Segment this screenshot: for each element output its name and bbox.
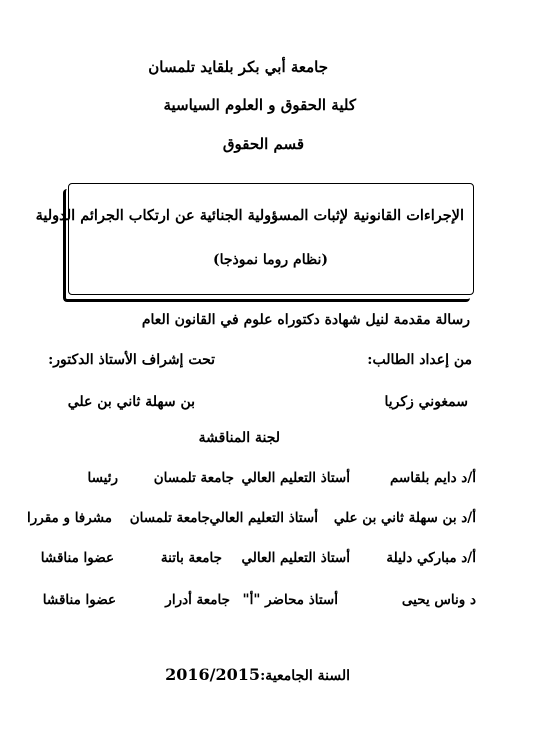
committee-member-name: د وناس يحيى xyxy=(401,592,476,608)
committee-member-rank: أستاذ التعليم العالي xyxy=(241,470,350,486)
committee-member-university: جامعة تلمسان xyxy=(153,470,234,486)
committee-member-university: جامعة تلمسان xyxy=(129,510,210,526)
academic-year-label: السنة الجامعية: xyxy=(260,668,350,684)
committee-member-role: عضوا مناقشا xyxy=(42,592,116,608)
committee-member-rank: أستاذ التعليم العالي xyxy=(209,510,318,526)
committee-member-role: عضوا مناقشا xyxy=(40,550,114,566)
university-name: جامعة أبي بكر بلقايد تلمسان xyxy=(148,58,328,76)
academic-year-value: 2016/2015 xyxy=(165,665,260,684)
committee-member-name: أ/د دايم بلقاسم xyxy=(389,470,476,486)
committee-member-role: مشرفا و مقررا xyxy=(27,510,112,526)
department-name: قسم الحقوق xyxy=(222,135,304,153)
committee-member-rank: أستاذ التعليم العالي xyxy=(241,550,350,566)
committee-member-name: أ/د بن سهلة ثاني بن علي xyxy=(333,510,476,526)
committee-member-name: أ/د مباركي دليلة xyxy=(386,550,476,566)
thesis-purpose: رسالة مقدمة لنيل شهادة دكتوراه علوم في القانون العام xyxy=(141,312,470,328)
faculty-name: كلية الحقوق و العلوم السياسية xyxy=(163,96,356,114)
thesis-title: الإجراءات القانونية لإثبات المسؤولية الجنائية عن ارتكاب الجرائم الدولية xyxy=(35,207,464,224)
committee-member-university: جامعة باتنة xyxy=(160,550,222,566)
committee-member-university: جامعة أدرار xyxy=(165,592,230,608)
thesis-subtitle: (نظام روما نموذجا) xyxy=(213,252,328,268)
student-label: من إعداد الطالب: xyxy=(367,352,472,368)
title-box-shadow xyxy=(63,189,470,302)
committee-heading: لجنة المناقشة xyxy=(198,430,280,446)
committee-member-rank: أستاذ محاضر "أ" xyxy=(242,592,338,608)
student-name: سمغوني زكريا xyxy=(384,394,468,410)
committee-member-role: رئيسا xyxy=(87,470,118,486)
thesis-title-box xyxy=(68,183,474,295)
supervisor-label: تحت إشراف الأستاذ الدكتور: xyxy=(48,352,215,368)
supervisor-name: بن سهلة ثاني بن علي xyxy=(67,394,195,410)
